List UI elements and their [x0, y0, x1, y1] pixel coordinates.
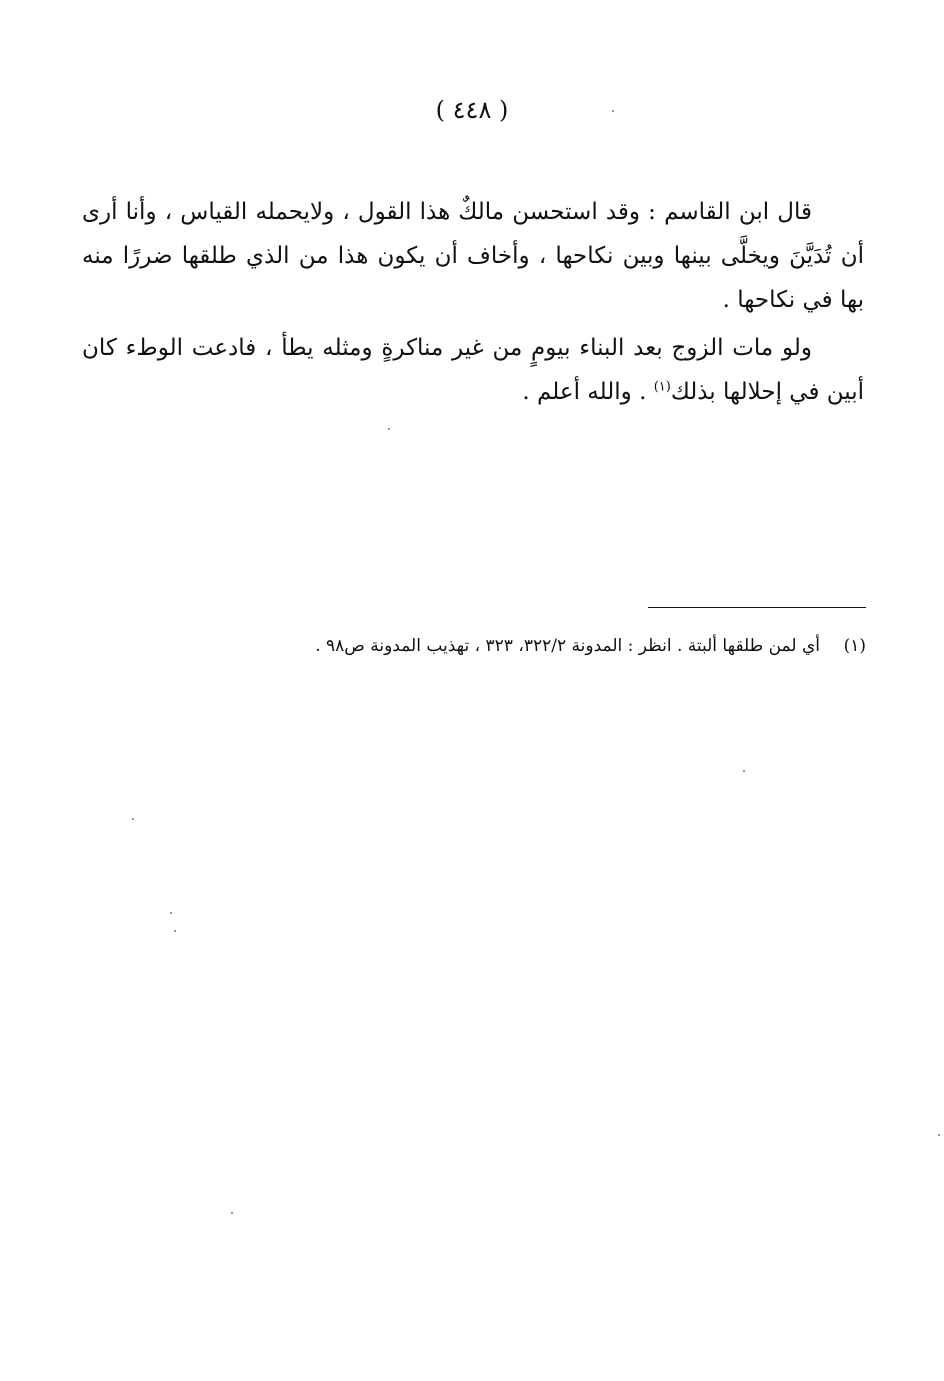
- paragraph-1: قال ابن القاسم : وقد استحسن مالكٌ هذا القول ، ولايحمله القياس ، وأنا أرى أن تُدَيَّنَ ويخلَّى بينها وبين نكاحها ، وأخاف أن يكون هذا من الذي طلقها ضررًا منه بها في نكاحها .: [82, 199, 864, 313]
- footnote-text: أي لمن طلقها ألبتة . انظر : المدونة ٣٢٢/٢، ٣٢٣ ، تهذيب المدونة ص٩٨ .: [315, 636, 820, 656]
- scan-speck: [938, 1134, 940, 1136]
- paragraph-2: [82, 326, 864, 414]
- footnote-number: (١): [843, 636, 866, 656]
- paragraph-2-ending: . والله أعلم .: [522, 379, 654, 405]
- scan-speck: [132, 818, 134, 820]
- footnote-separator: [648, 607, 866, 608]
- footnote: [200, 632, 866, 660]
- scan-speck: [743, 770, 745, 772]
- scan-speck: [170, 912, 172, 914]
- footnote-reference: (١): [653, 379, 671, 395]
- scan-speck: [231, 1212, 233, 1214]
- main-text: [82, 190, 864, 414]
- page-number: ( ٤٤٨ ): [435, 96, 509, 124]
- scan-speck: [612, 110, 614, 112]
- paragraph-2-text: ولو مات الزوج بعد البناء بيومٍ من غير مناكرةٍ ومثله يطأ ، فادعت الوطء كان أبين في إحلالها بذلك: [82, 335, 864, 405]
- scan-speck: [174, 930, 176, 932]
- scan-speck: [388, 428, 390, 430]
